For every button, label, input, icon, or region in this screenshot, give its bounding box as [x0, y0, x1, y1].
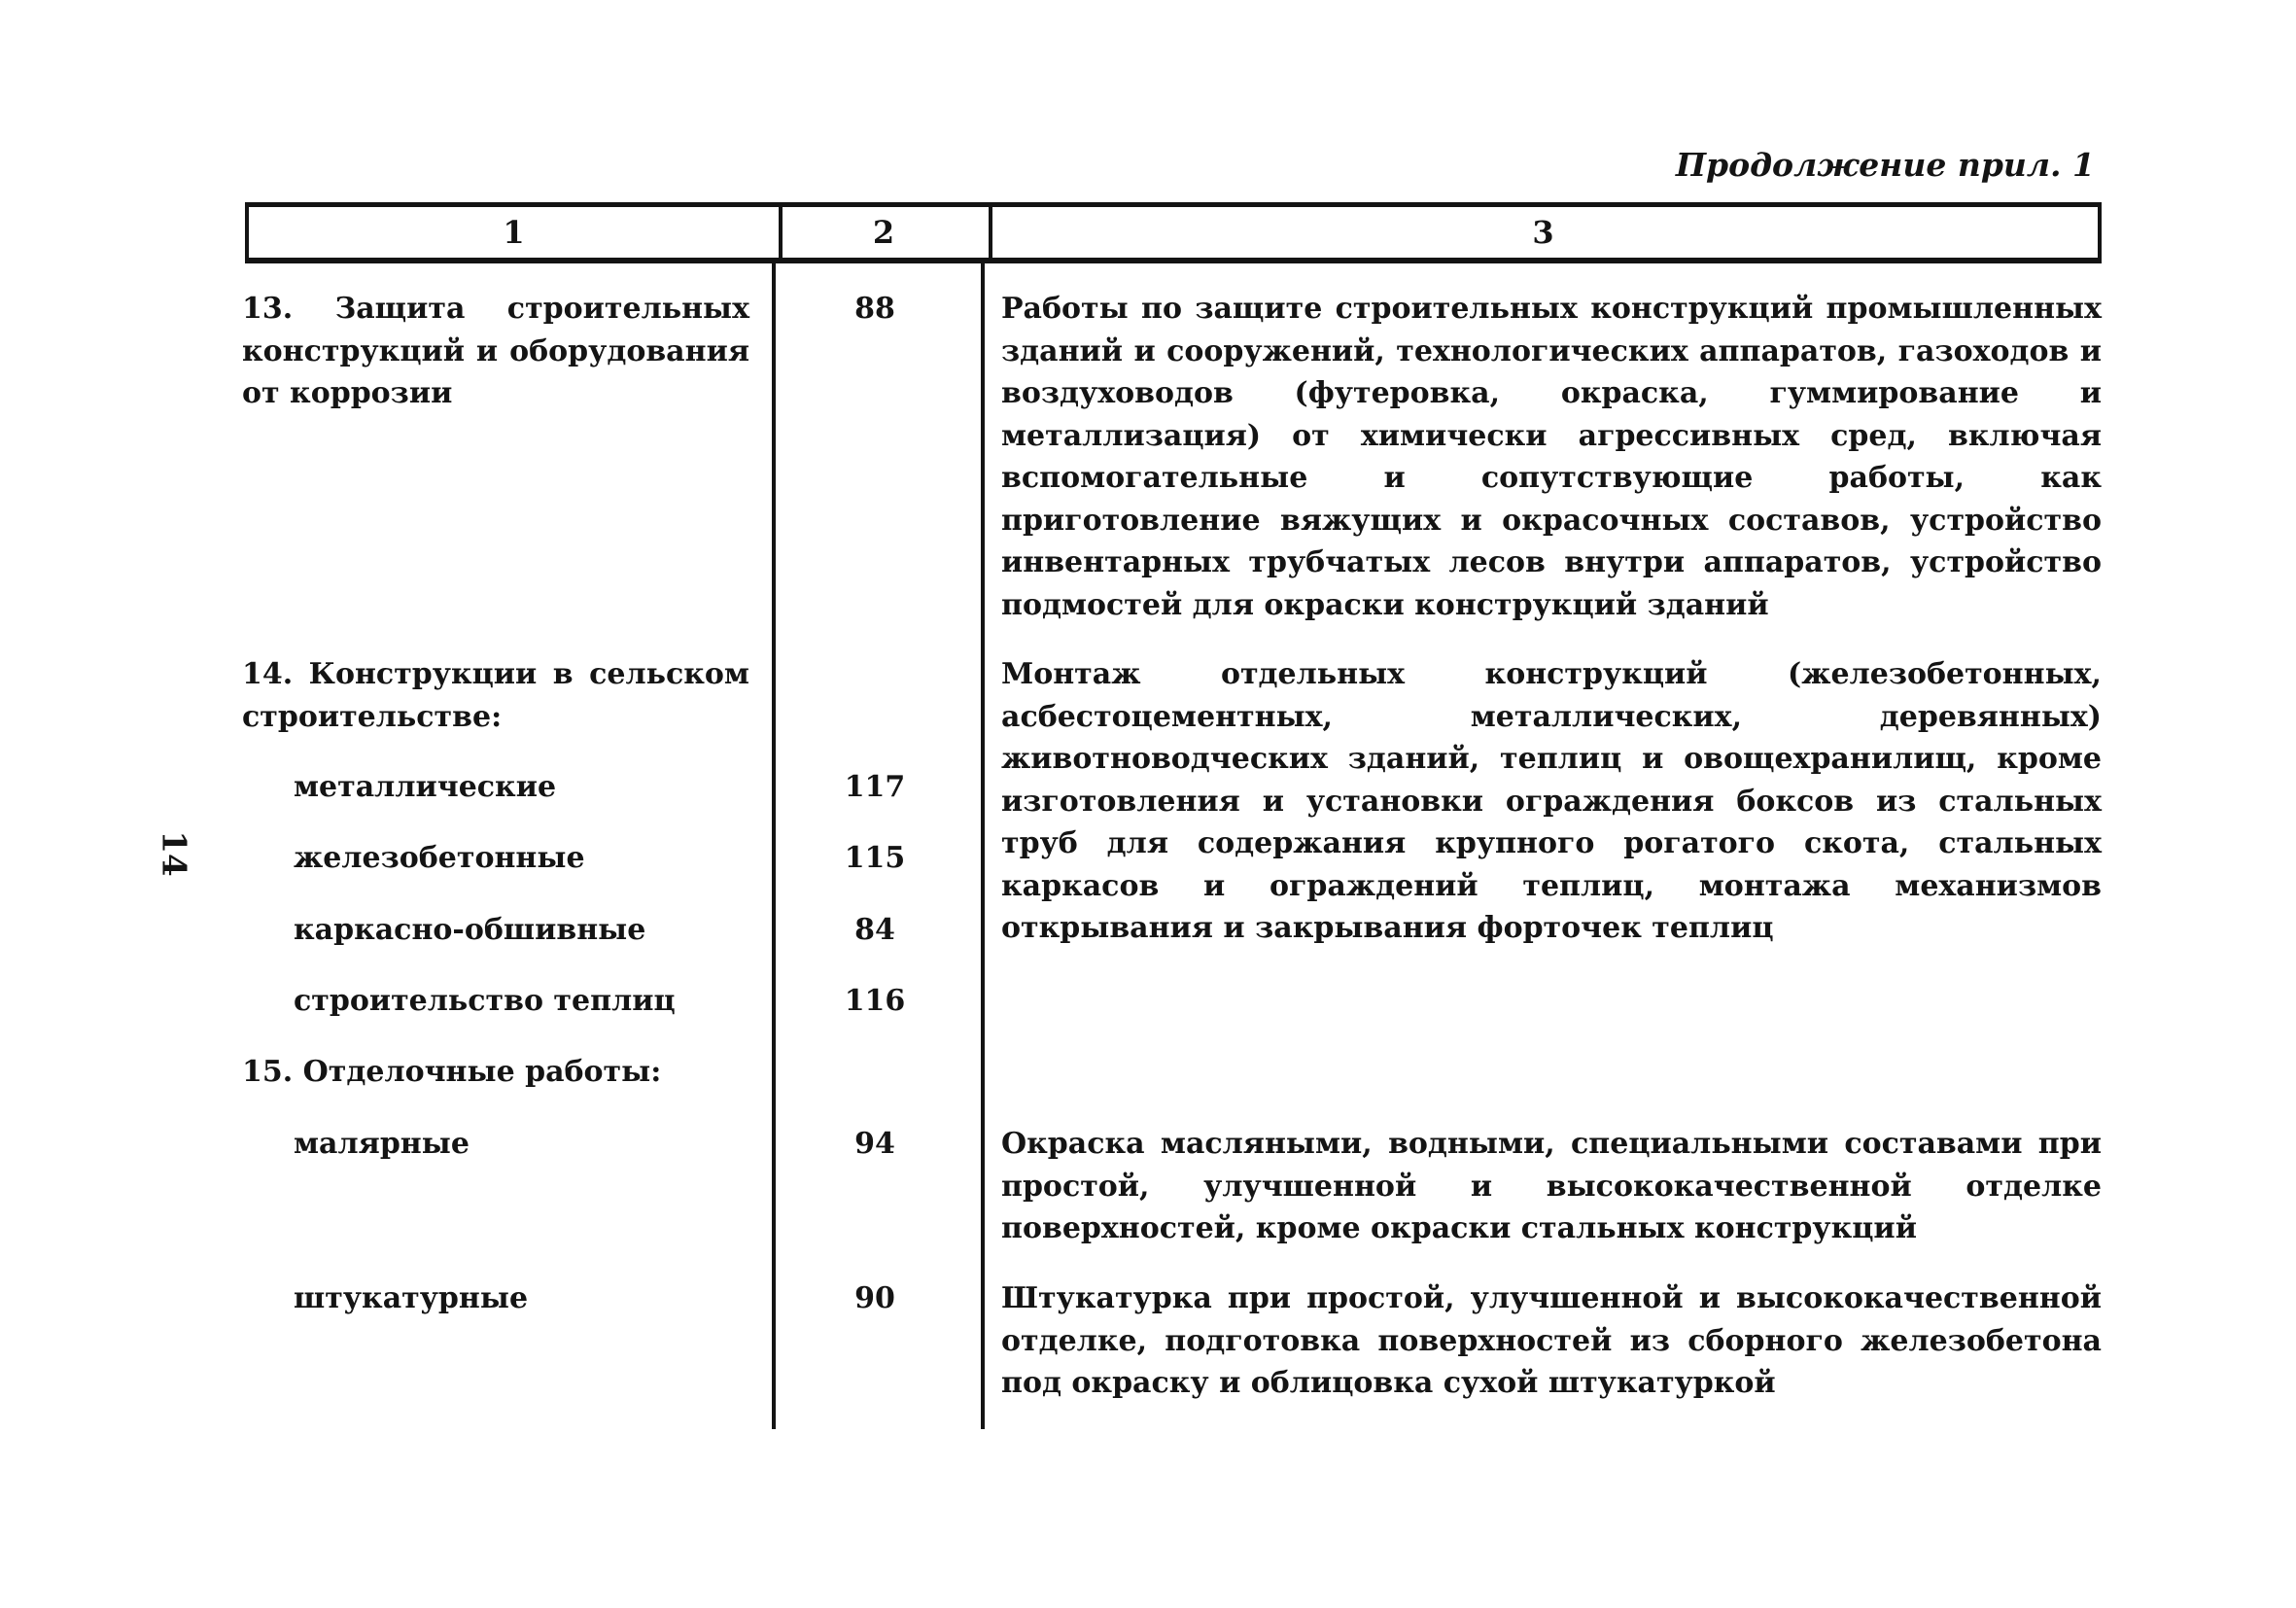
header-col-3: 3	[1532, 214, 1554, 251]
row-13-value: 88	[854, 292, 895, 326]
row-14-item-value: 84	[854, 913, 895, 947]
column-divider-1	[772, 262, 776, 1429]
table-header	[245, 202, 2102, 263]
row-15-item-name: малярные	[294, 1127, 470, 1161]
row-13-description: Работы по защите строительных конструкций промышленных зданий и сооружений, технологических аппаратов, газоходов и воздуховодов (футеровка, окраска, гуммирование и металлизация) от химически агрессивных сред, включая вспомогательные и сопутствующие работы, как приготовление вяжущих и окрасочных составов, устройство инвентарных трубчатых лесов внутри аппаратов, устройство подмостей для окраски конструкций зданий	[1001, 292, 2102, 622]
header-col-1: 1	[503, 214, 525, 251]
row-15-name: 15. Отделочные работы:	[242, 1055, 662, 1089]
page-number: 14	[154, 830, 193, 877]
row-15-item-description: Штукатурка при простой, улучшенной и высококачественной отделке, подготовка поверхностей из сборного железобетона под окраску и облицовка сухой штукатуркой	[1001, 1281, 2102, 1400]
row-14-item-value: 116	[844, 984, 906, 1018]
column-divider-2	[981, 262, 985, 1429]
row-15-item-value: 94	[854, 1127, 895, 1161]
row-14-item-name: железобетонные	[294, 841, 585, 875]
row-15-item-name: штукатурные	[294, 1281, 529, 1315]
row-14-name: 14. Конструкции в сельском строительстве:	[242, 657, 749, 734]
row-15-item-description: Окраска масляными, водными, специальными составами при простой, улучшенной и высококачественной отделке поверхностей, кроме окраски стальных конструкций	[1001, 1127, 2102, 1245]
row-15-item-value: 90	[854, 1281, 895, 1315]
row-14-description: Монтаж отдельных конструкций (железобетонных, асбестоцементных, металлических, деревянных) животноводческих зданий, теплиц и овощехранилищ, кроме изготовления и установки ограждения боксов из стальных труб для содержания крупного рогатого скота, стальных каркасов и ограждений теплиц, монтажа механизмов открывания и закрывания форточек теплиц	[1001, 657, 2102, 945]
row-14-item-value: 117	[844, 770, 906, 804]
row-14-item-name: металлические	[294, 770, 557, 804]
row-13-name: 13. Защита строительных конструкций и оборудования от коррозии	[242, 292, 749, 410]
row-14-item-name: каркасно-обшивные	[294, 913, 646, 947]
header-col-2: 2	[872, 214, 895, 251]
continuation-caption: Продолжение прил. 1	[1675, 146, 2095, 184]
row-14-item-name: строительство теплиц	[294, 984, 676, 1018]
row-14-item-value: 115	[844, 841, 906, 875]
